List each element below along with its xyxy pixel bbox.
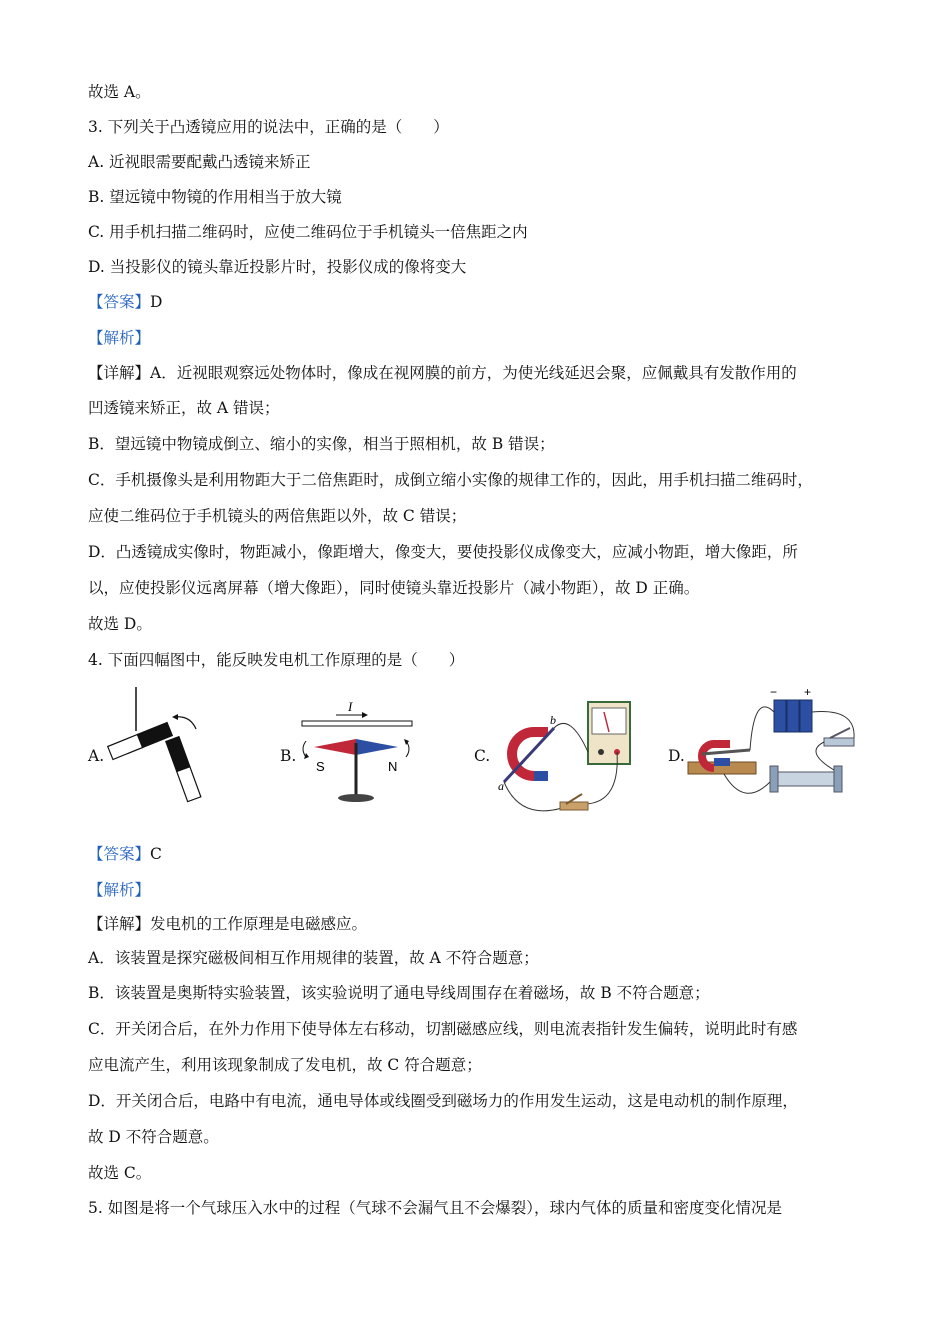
detail-line: B．该装置是奥斯特实验装置，该实验说明了通电导线周围存在着磁场，故 B 不符合题意； bbox=[88, 984, 710, 1002]
detail-line: B．望远镜中物镜成倒立、缩小的实像，相当于照相机，故 B 错误； bbox=[88, 435, 555, 453]
answer-line bbox=[88, 292, 162, 312]
endpoint-a-label: a bbox=[498, 779, 504, 793]
answer-tag: 【答案】 bbox=[88, 293, 151, 311]
detail-line: D．开关闭合后，电路中有电流，通电导体或线圈受到磁场力的作用发生运动，这是电动机的制作原理， bbox=[88, 1092, 798, 1110]
current-label: I bbox=[348, 699, 353, 714]
south-pole-label: S bbox=[316, 759, 325, 774]
figure-b-oersted bbox=[296, 695, 424, 807]
detail-line: 凹透镜来矫正，故 A 错误； bbox=[88, 399, 280, 417]
figure-c-generator bbox=[490, 692, 640, 820]
question-5: 5. 如图是将一个气球压入水中的过程（气球不会漏气且不会爆裂），球内气体的质量和密度变化情况是 bbox=[88, 1199, 782, 1217]
north-pole-label: N bbox=[388, 759, 398, 774]
detail-line: C．开关闭合后，在外力作用下使导体左右移动，切割磁感应线，则电流表指针发生偏转，说明此时有感 bbox=[88, 1020, 798, 1038]
detail-line: 【详解】A．近视眼观察远处物体时，像成在视网膜的前方，为使光线延迟会聚，应佩戴具有发散作用的 bbox=[88, 364, 797, 382]
answer-line bbox=[88, 844, 162, 864]
battery-minus-label: − bbox=[770, 685, 778, 699]
analysis-tag: 【解析】 bbox=[88, 881, 151, 899]
analysis-tag: 【解析】 bbox=[88, 329, 151, 347]
figure-d-label: D. bbox=[668, 747, 685, 765]
answer-tag: 【答案】 bbox=[88, 845, 151, 863]
figure-a-magnets bbox=[104, 683, 214, 808]
text-line: 故选 C。 bbox=[88, 1164, 152, 1182]
question-4: 4. 下面四幅图中，能反映发电机工作原理的是（ ） bbox=[88, 651, 465, 669]
figure-b-label: B. bbox=[280, 747, 297, 765]
answer-value: D bbox=[150, 293, 163, 311]
detail-line: 应使二维码位于手机镜头的两倍焦距以外，故 C 错误； bbox=[88, 507, 467, 525]
question-3: 3. 下列关于凸透镜应用的说法中，正确的是（ ） bbox=[88, 118, 449, 136]
figure-c-label: C. bbox=[474, 747, 491, 765]
battery-plus-label: + bbox=[804, 685, 812, 699]
text-line: 故选 A。 bbox=[88, 83, 151, 101]
option-a: A. 近视眼需要配戴凸透镜来矫正 bbox=[88, 153, 311, 171]
figure-d-motor bbox=[684, 682, 862, 810]
detail-line: 以，应使投影仪远离屏幕（增大像距），同时使镜头靠近投影片（减小物距），故 D 正确。 bbox=[88, 579, 700, 597]
endpoint-b-label: b bbox=[550, 713, 556, 727]
detail-line: 应电流产生，利用该现象制成了发电机，故 C 符合题意； bbox=[88, 1056, 482, 1074]
answer-value: C bbox=[150, 845, 162, 863]
detail-line: C．手机摄像头是利用物距大于二倍焦距时，成倒立缩小实像的规律工作的，因此，用手机扫描二维码时， bbox=[88, 471, 813, 489]
option-d: D. 当投影仪的镜头靠近投影片时，投影仪成的像将变大 bbox=[88, 258, 467, 276]
text-line: 故选 D。 bbox=[88, 615, 152, 633]
option-b: B. 望远镜中物镜的作用相当于放大镜 bbox=[88, 188, 342, 206]
figure-a-label: A. bbox=[88, 747, 105, 765]
option-c: C. 用手机扫描二维码时，应使二维码位于手机镜头一倍焦距之内 bbox=[88, 223, 528, 241]
detail-line: 【详解】发电机的工作原理是电磁感应。 bbox=[88, 915, 368, 933]
detail-line: D．凸透镜成实像时，物距减小，像距增大，像变大，要使投影仪成像变大，应减小物距，增大像距，所 bbox=[88, 543, 798, 561]
detail-line: A．该装置是探究磁极间相互作用规律的装置，故 A 不符合题意； bbox=[88, 949, 539, 967]
detail-line: 故 D 不符合题意。 bbox=[88, 1128, 219, 1146]
